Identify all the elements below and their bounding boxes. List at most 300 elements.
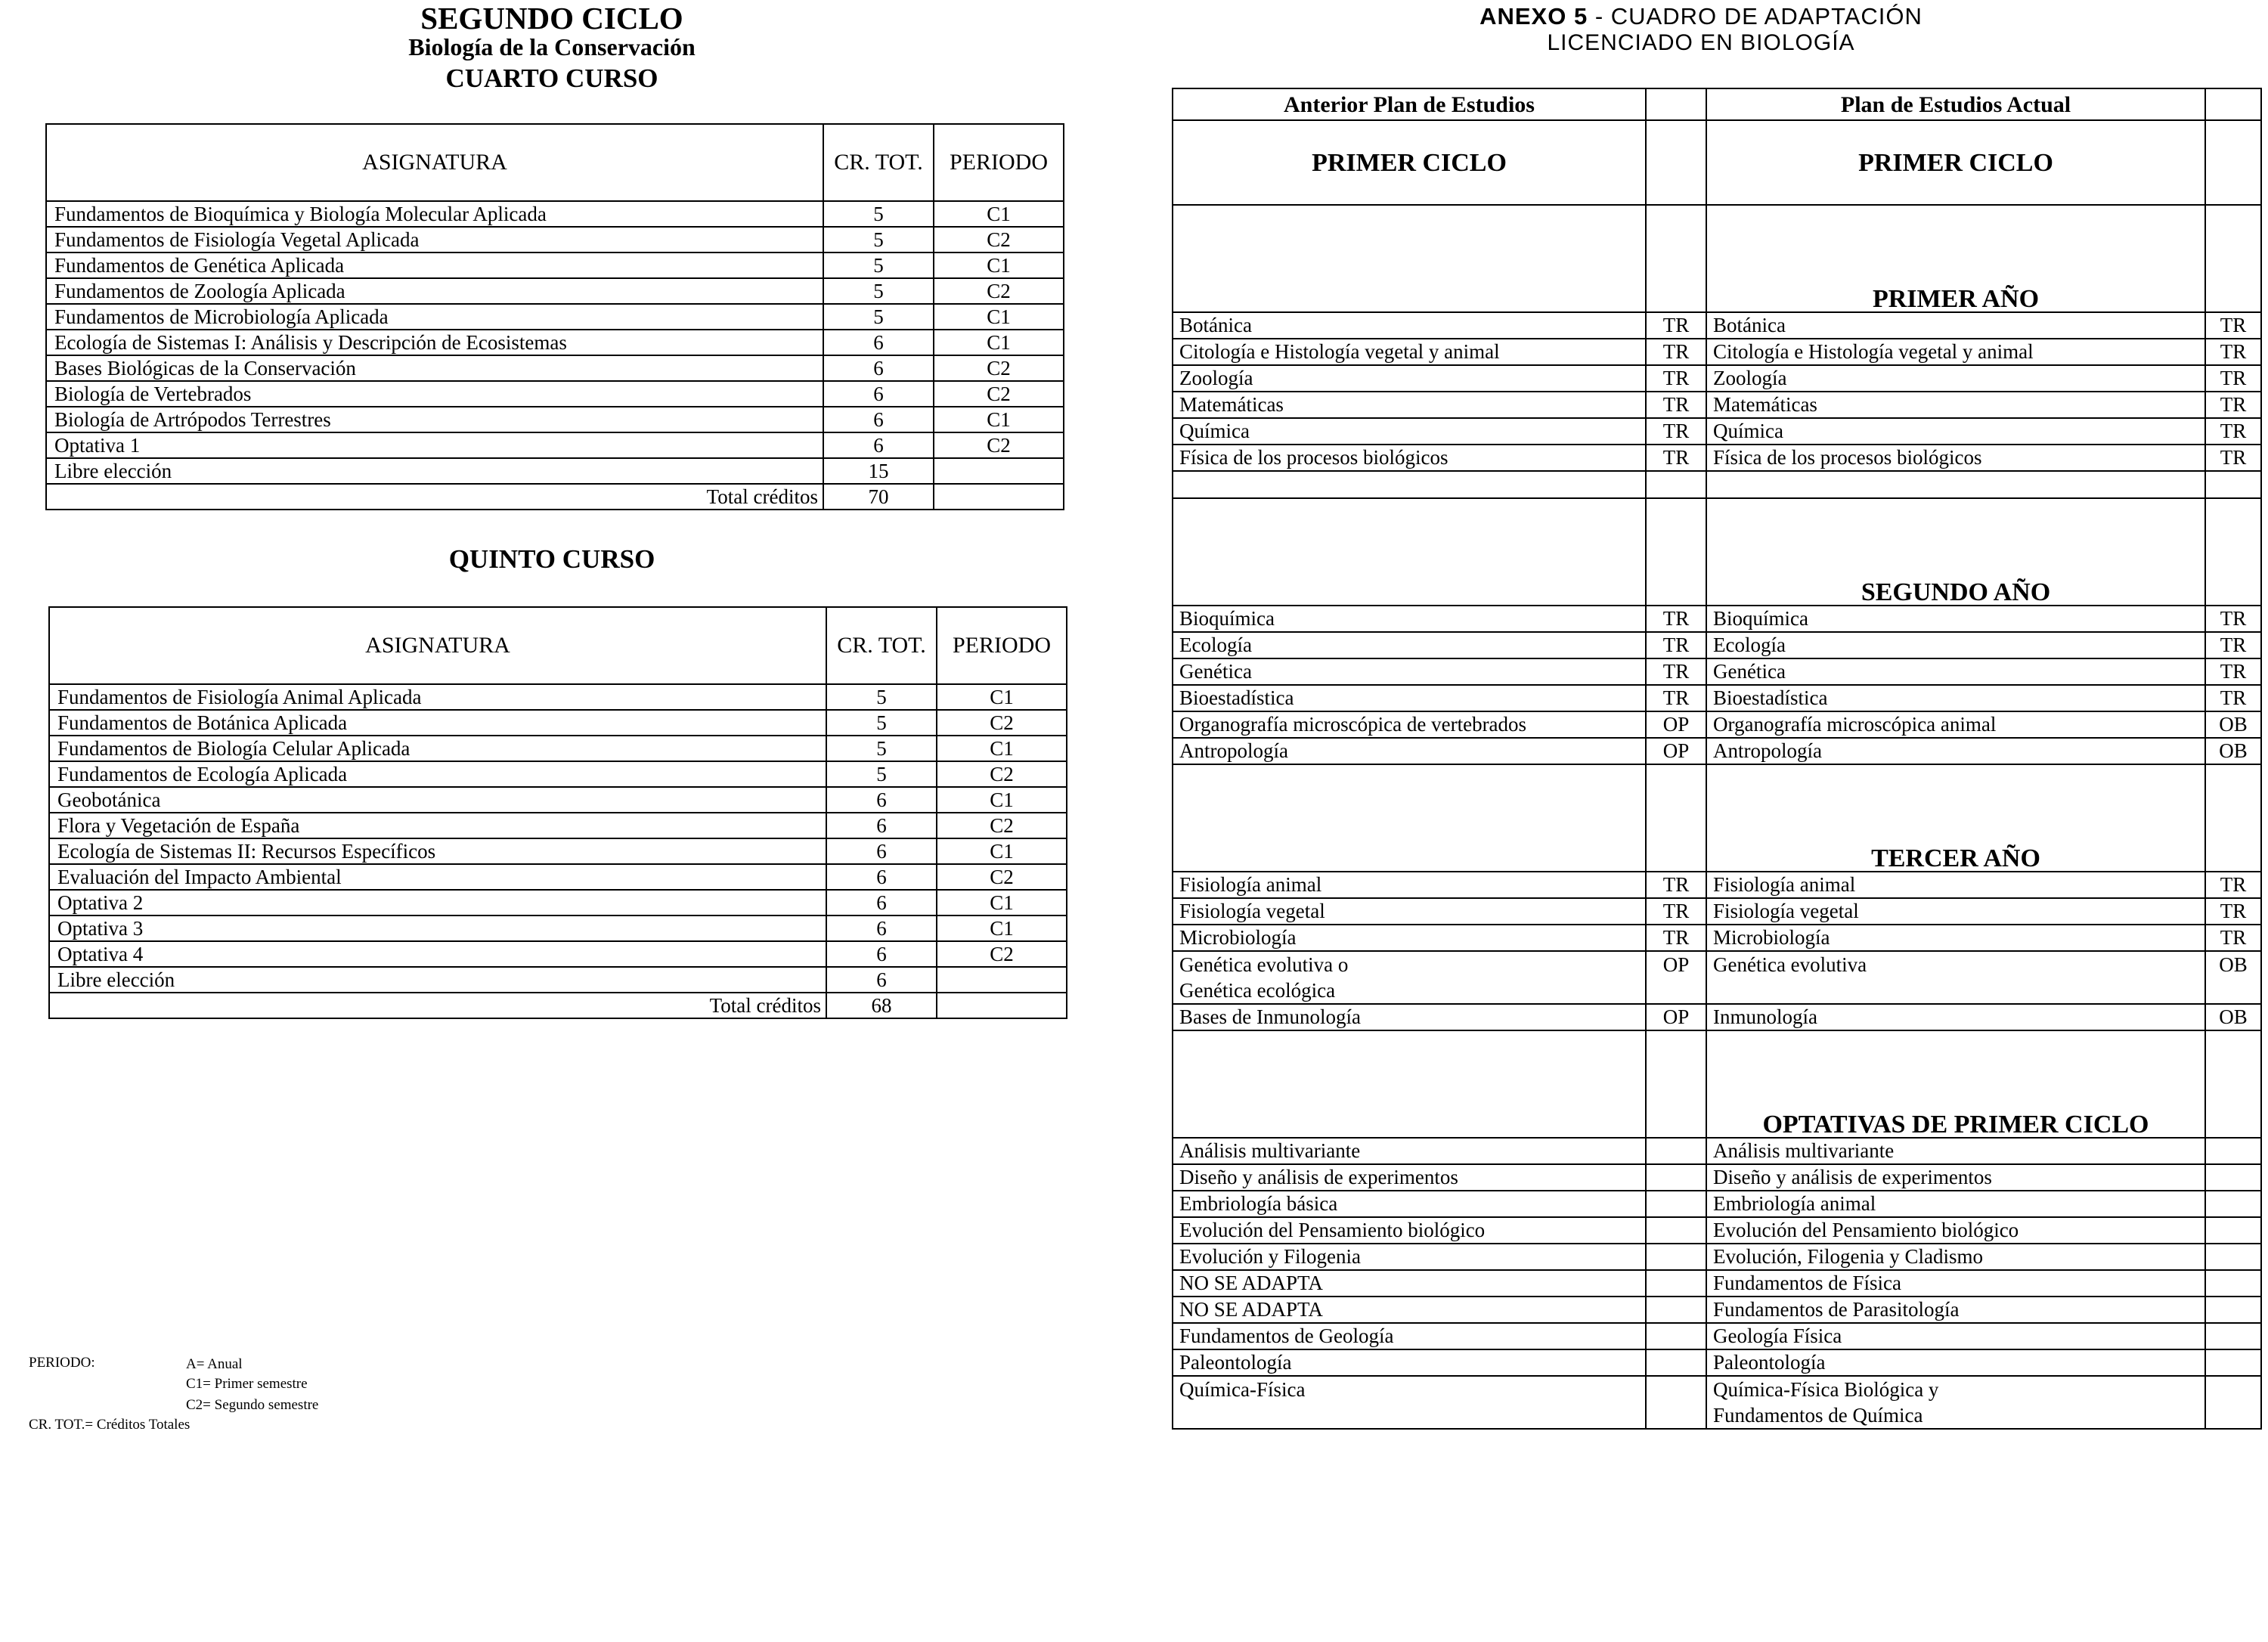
anterior-type: OP [1646,1004,1706,1030]
creditos-cell: 5 [823,201,934,227]
actual-type: TR [2205,312,2261,339]
creditos-cell: 5 [823,252,934,278]
creditos-cell: 6 [826,941,937,967]
actual-type: OB [2205,711,2261,738]
periodo-cell: C2 [937,813,1067,838]
periodo-cell: C2 [934,278,1064,304]
asignatura-cell: Fundamentos de Botánica Aplicada [49,710,826,736]
creditos-cell: 6 [826,890,937,915]
creditos-cell: 6 [826,915,937,941]
table-row [46,201,1064,227]
periodo-cell: C2 [937,710,1067,736]
quinto-curso-rows [49,684,1067,993]
creditos-cell: 5 [826,736,937,761]
anterior-type: OP [1646,711,1706,738]
adaptation-row [1173,312,2261,339]
empty-cell [1173,1030,1646,1138]
periodo-cell: C2 [934,432,1064,458]
actual-subject: Evolución del Pensamiento biológico [1706,1217,2205,1244]
section-optativas [1173,1030,2261,1138]
quinto-curso-table [48,606,1067,1019]
adaptation-row [1173,898,2261,925]
table-row [46,432,1064,458]
anterior-subject: Química-Física [1173,1376,1646,1429]
asignatura-cell: Fundamentos de Zoología Aplicada [46,278,823,304]
anexo-title-text: - CUADRO DE ADAPTACIÓN [1588,3,1923,29]
actual-type: TR [2205,898,2261,925]
empty-cell [2205,1030,2261,1138]
anterior-type: TR [1646,312,1706,339]
adaptation-row [1173,606,2261,632]
table-row [49,890,1067,915]
col-anterior-header: Anterior Plan de Estudios [1173,88,1646,120]
ciclo-title: SEGUNDO CICLO [420,1,683,36]
table-row [46,355,1064,381]
actual-type: OB [2205,1004,2261,1030]
actual-type: TR [2205,392,2261,418]
section-primer-ano [1173,205,2261,312]
actual-type: TR [2205,365,2261,392]
anterior-subject: Evolución y Filogenia [1173,1244,1646,1270]
anterior-subject: Paleontología [1173,1349,1646,1376]
creditos-cell: 6 [826,967,937,993]
table-row [46,407,1064,432]
anterior-subject: Fisiología vegetal [1173,898,1646,925]
anterior-type: TR [1646,632,1706,658]
anterior-type [1646,1217,1706,1244]
table-row [46,330,1064,355]
asignatura-cell: Evaluación del Impacto Ambiental [49,864,826,890]
actual-type [2205,1191,2261,1217]
actual-subject: Bioquímica [1706,606,2205,632]
creditos-cell: 6 [823,355,934,381]
periodo-cell: C1 [934,407,1064,432]
anterior-type [1646,1191,1706,1217]
adaptation-row [1173,1270,2261,1297]
adaptation-rows [1173,88,2261,1429]
actual-subject: Embriología animal [1706,1191,2205,1217]
asignatura-cell: Geobotánica [49,787,826,813]
periodo-cell: C1 [934,201,1064,227]
header-asignatura: ASIGNATURA [49,607,826,684]
section-title-right: TERCER AÑO [1706,764,2205,872]
table-row [49,813,1067,838]
anterior-subject: Bioquímica [1173,606,1646,632]
adaptation-row [1173,1376,2261,1429]
table-row [49,941,1067,967]
section-title-right: PRIMER AÑO [1706,205,2205,312]
header-creditos: CR. TOT. [826,607,937,684]
anterior-type: OP [1646,951,1706,1004]
anterior-subject: NO SE ADAPTA [1173,1270,1646,1297]
table-row [46,252,1064,278]
legend-anual: A= Anual [186,1356,243,1372]
section-segundo-ano [1173,498,2261,606]
adaptation-row [1173,925,2261,951]
anterior-type: TR [1646,392,1706,418]
periodo-cell: C1 [934,330,1064,355]
actual-subject-line: Fundamentos de Química [1713,1404,1923,1427]
actual-subject: Análisis multivariante [1706,1138,2205,1164]
legend-c2: C2= Segundo semestre [186,1397,319,1413]
actual-type [2205,1164,2261,1191]
cuarto-curso-rows [46,201,1064,484]
adaptation-row [1173,1004,2261,1030]
empty-cell [1646,1030,1706,1138]
creditos-cell: 5 [826,761,937,787]
actual-subject: Paleontología [1706,1349,2205,1376]
adaptation-row [1173,1297,2261,1323]
asignatura-cell: Optativa 2 [49,890,826,915]
actual-type: TR [2205,685,2261,711]
empty-cell [1173,764,1646,872]
adaptation-row [1173,872,2261,898]
quinto-curso-title: QUINTO CURSO [448,544,655,574]
creditos-cell: 6 [823,407,934,432]
anterior-type [1646,1376,1706,1429]
creditos-cell: 6 [826,838,937,864]
creditos-cell: 5 [826,684,937,710]
anterior-type [1646,1270,1706,1297]
adaptation-row [1173,339,2261,365]
periodo-cell: C1 [934,304,1064,330]
anterior-subject: Diseño y análisis de experimentos [1173,1164,1646,1191]
creditos-cell: 6 [823,381,934,407]
actual-subject: Genética [1706,658,2205,685]
creditos-cell: 5 [823,304,934,330]
actual-type: TR [2205,925,2261,951]
adaptation-row [1173,1323,2261,1349]
blank-row [1173,471,2261,498]
adaptation-row [1173,1138,2261,1164]
actual-subject: Evolución, Filogenia y Cladismo [1706,1244,2205,1270]
anterior-type [1646,1164,1706,1191]
periodo-cell: C2 [934,355,1064,381]
anterior-type: TR [1646,872,1706,898]
asignatura-cell: Fundamentos de Biología Celular Aplicada [49,736,826,761]
actual-type: TR [2205,658,2261,685]
asignatura-cell: Libre elección [46,458,823,484]
anterior-type: TR [1646,898,1706,925]
actual-type: TR [2205,872,2261,898]
anterior-subject-line: Genética ecológica [1179,979,1336,1002]
actual-type [2205,1376,2261,1429]
actual-type [2205,1138,2261,1164]
actual-type: TR [2205,632,2261,658]
actual-type: TR [2205,418,2261,445]
anterior-type: TR [1646,418,1706,445]
periodo-cell [934,458,1064,484]
periodo-cell: C1 [937,890,1067,915]
actual-type: TR [2205,445,2261,471]
anterior-subject: NO SE ADAPTA [1173,1297,1646,1323]
anterior-subject-line: Genética evolutiva o [1179,953,1349,976]
anexo-title [1134,3,2268,30]
adaptation-row [1173,392,2261,418]
creditos-cell: 6 [826,813,937,838]
section-title-right: PRIMER CICLO [1706,120,2205,205]
anterior-type [1646,1138,1706,1164]
creditos-cell: 6 [823,330,934,355]
periodo-cell [937,967,1067,993]
empty-cell [2205,498,2261,606]
actual-type [2205,1244,2261,1270]
empty-cell [1173,205,1646,312]
actual-type: TR [2205,606,2261,632]
anterior-subject: Genética [1173,658,1646,685]
table-row [49,787,1067,813]
anterior-type: TR [1646,365,1706,392]
asignatura-cell: Fundamentos de Bioquímica y Biología Molecular Aplicada [46,201,823,227]
section-title-left: PRIMER CICLO [1173,120,1646,205]
adaptation-table [1172,88,2262,1430]
periodo-cell: C1 [937,915,1067,941]
actual-type: TR [2205,339,2261,365]
adaptation-row [1173,738,2261,764]
periodo-cell: C2 [937,941,1067,967]
periodo-cell: C2 [937,864,1067,890]
empty-cell [1646,120,1706,205]
adaptation-row [1173,951,2261,1004]
actual-subject: Fundamentos de Parasitología [1706,1297,2205,1323]
creditos-cell: 5 [823,227,934,252]
periodo-cell: C1 [937,787,1067,813]
adaptation-row [1173,685,2261,711]
asignatura-cell: Fundamentos de Microbiología Aplicada [46,304,823,330]
anterior-type: TR [1646,339,1706,365]
anterior-subject: Ecología [1173,632,1646,658]
table-row [49,710,1067,736]
empty-cell [1646,88,1706,120]
total-label: Total créditos [46,484,823,510]
table-row [46,458,1064,484]
asignatura-cell: Biología de Vertebrados [46,381,823,407]
asignatura-cell: Ecología de Sistemas II: Recursos Específicos [49,838,826,864]
actual-subject: Zoología [1706,365,2205,392]
periodo-cell: C1 [937,838,1067,864]
creditos-cell: 6 [826,864,937,890]
header-creditos: CR. TOT. [823,124,934,201]
total-row [49,993,1067,1018]
section-title-right: OPTATIVAS DE PRIMER CICLO [1706,1030,2205,1138]
legend-creditos: CR. TOT.= Créditos Totales [29,1417,191,1433]
table-row [46,304,1064,330]
anterior-subject: Análisis multivariante [1173,1138,1646,1164]
actual-subject: Bioestadística [1706,685,2205,711]
periodo-cell: C1 [937,736,1067,761]
actual-subject: Botánica [1706,312,2205,339]
adaptation-row [1173,1349,2261,1376]
adaptation-row [1173,1217,2261,1244]
table-row [49,838,1067,864]
table-row [49,684,1067,710]
actual-type [2205,1323,2261,1349]
empty-cell [937,993,1067,1018]
actual-type [2205,1217,2261,1244]
anterior-subject: Matemáticas [1173,392,1646,418]
anterior-subject: Evolución del Pensamiento biológico [1173,1217,1646,1244]
actual-type: OB [2205,738,2261,764]
empty-cell [2205,120,2261,205]
table-row [46,278,1064,304]
actual-subject: Diseño y análisis de experimentos [1706,1164,2205,1191]
actual-type [2205,1349,2261,1376]
actual-subject: Inmunología [1706,1004,2205,1030]
creditos-cell: 5 [823,278,934,304]
actual-subject: Fisiología animal [1706,872,2205,898]
header-periodo: PERIODO [937,607,1067,684]
periodo-cell: C1 [937,684,1067,710]
empty-cell [1173,498,1646,606]
asignatura-cell: Fundamentos de Fisiología Animal Aplicada [49,684,826,710]
table-row [46,381,1064,407]
cuarto-curso-table [45,123,1064,510]
adaptation-row [1173,658,2261,685]
anterior-type [1646,1244,1706,1270]
asignatura-cell: Fundamentos de Fisiología Vegetal Aplicada [46,227,823,252]
table-row [49,736,1067,761]
adaptation-row [1173,632,2261,658]
header-asignatura: ASIGNATURA [46,124,823,201]
empty-cell [1646,498,1706,606]
actual-subject: Antropología [1706,738,2205,764]
periodo-cell: C2 [934,227,1064,252]
actual-subject: Genética evolutiva [1706,951,2205,1004]
creditos-cell: 5 [826,710,937,736]
anterior-type: OP [1646,738,1706,764]
adaptation-row [1173,1244,2261,1270]
degree-subtitle: Biología de la Conservación [408,33,696,60]
anterior-subject: Embriología básica [1173,1191,1646,1217]
anterior-subject: Organografía microscópica de vertebrados [1173,711,1646,738]
empty-cell [2205,88,2261,120]
total-value: 68 [826,993,937,1018]
actual-type [2205,1270,2261,1297]
section-title-right: SEGUNDO AÑO [1706,498,2205,606]
section-primer-ciclo [1173,120,2261,205]
empty-cell [2205,764,2261,872]
anterior-subject: Bioestadística [1173,685,1646,711]
actual-subject [1706,1376,2205,1429]
empty-cell [1646,205,1706,312]
anterior-type [1646,1323,1706,1349]
creditos-cell: 6 [823,432,934,458]
asignatura-cell: Ecología de Sistemas I: Análisis y Descripción de Ecosistemas [46,330,823,355]
anterior-subject: Fisiología animal [1173,872,1646,898]
anterior-subject: Física de los procesos biológicos [1173,445,1646,471]
anterior-type: TR [1646,445,1706,471]
actual-subject: Química [1706,418,2205,445]
adaptation-row [1173,365,2261,392]
total-value: 70 [823,484,934,510]
asignatura-cell: Libre elección [49,967,826,993]
table-header-row [49,607,1067,684]
cuarto-curso-title: CUARTO CURSO [445,64,658,93]
actual-type: OB [2205,951,2261,1004]
empty-cell [2205,471,2261,498]
anexo-number: ANEXO 5 [1479,3,1588,29]
adaptation-row [1173,445,2261,471]
anterior-subject: Zoología [1173,365,1646,392]
actual-subject: Matemáticas [1706,392,2205,418]
table-row [49,864,1067,890]
adaptation-row [1173,1164,2261,1191]
table-header-row [46,124,1064,201]
empty-cell [1646,764,1706,872]
periodo-cell: C2 [934,381,1064,407]
actual-subject: Organografía microscópica animal [1706,711,2205,738]
actual-subject: Fisiología vegetal [1706,898,2205,925]
actual-subject: Ecología [1706,632,2205,658]
actual-subject-line: Química-Física Biológica y [1713,1378,1939,1401]
col-actual-header: Plan de Estudios Actual [1706,88,2205,120]
anterior-type: TR [1646,658,1706,685]
actual-subject: Física de los procesos biológicos [1706,445,2205,471]
asignatura-cell: Flora y Vegetación de España [49,813,826,838]
actual-type [2205,1297,2261,1323]
empty-cell [2205,205,2261,312]
empty-cell [1173,471,1646,498]
adaptation-row [1173,1191,2261,1217]
asignatura-cell: Bases Biológicas de la Conservación [46,355,823,381]
anterior-subject: Microbiología [1173,925,1646,951]
actual-subject: Geología Física [1706,1323,2205,1349]
empty-cell [934,484,1064,510]
asignatura-cell: Fundamentos de Genética Aplicada [46,252,823,278]
adaptation-row [1173,711,2261,738]
anterior-subject: Citología e Histología vegetal y animal [1173,339,1646,365]
asignatura-cell: Optativa 3 [49,915,826,941]
anexo-subtitle: LICENCIADO EN BIOLOGÍA [1547,30,1855,55]
section-tercer-ano [1173,764,2261,872]
table-row [49,915,1067,941]
anterior-subject: Antropología [1173,738,1646,764]
anterior-type: TR [1646,925,1706,951]
periodo-cell: C1 [934,252,1064,278]
adaptation-header-row [1173,88,2261,120]
legend-c1: C1= Primer semestre [186,1376,308,1392]
anterior-subject: Química [1173,418,1646,445]
actual-subject: Citología e Histología vegetal y animal [1706,339,2205,365]
anterior-subject: Fundamentos de Geología [1173,1323,1646,1349]
asignatura-cell: Biología de Artrópodos Terrestres [46,407,823,432]
empty-cell [1706,471,2205,498]
adaptation-row [1173,418,2261,445]
anterior-subject: Botánica [1173,312,1646,339]
creditos-cell: 6 [826,787,937,813]
asignatura-cell: Optativa 4 [49,941,826,967]
empty-cell [1646,471,1706,498]
anterior-type [1646,1349,1706,1376]
asignatura-cell: Optativa 1 [46,432,823,458]
total-label: Total créditos [49,993,826,1018]
anterior-type: TR [1646,685,1706,711]
anterior-subject: Bases de Inmunología [1173,1004,1646,1030]
anterior-subject [1173,951,1646,1004]
anterior-type [1646,1297,1706,1323]
creditos-cell: 15 [823,458,934,484]
periodo-cell: C2 [937,761,1067,787]
asignatura-cell: Fundamentos de Ecología Aplicada [49,761,826,787]
anterior-type: TR [1646,606,1706,632]
table-row [46,227,1064,252]
header-periodo: PERIODO [934,124,1064,201]
actual-subject: Microbiología [1706,925,2205,951]
table-row [49,967,1067,993]
actual-subject: Fundamentos de Física [1706,1270,2205,1297]
table-row [49,761,1067,787]
legend-periodo-label: PERIODO: [29,1355,95,1371]
